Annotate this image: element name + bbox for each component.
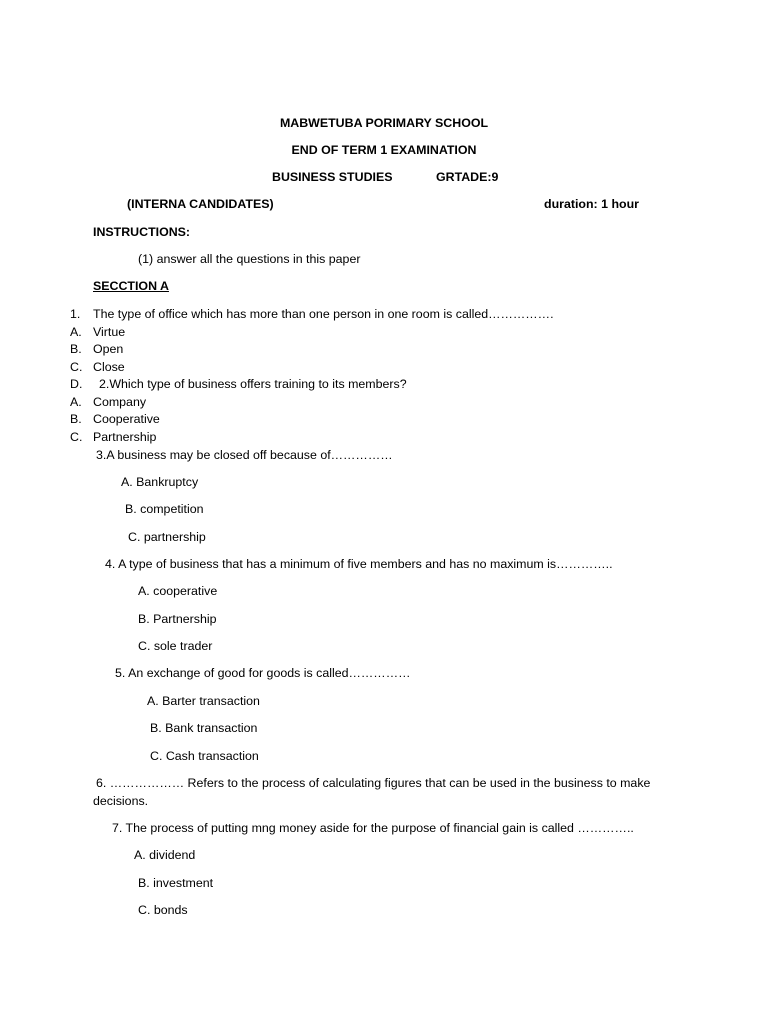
question-2-option-a-marker: A. [70, 395, 82, 409]
question-2-option-a: Company [93, 395, 147, 409]
grade-label: GRTADE:9 [436, 170, 499, 184]
duration-label: duration: 1 hour [544, 197, 639, 211]
question-2-option-b: Cooperative [93, 412, 160, 426]
question-1-option-a: Virtue [93, 325, 126, 339]
question-5-option-c: C. Cash transaction [150, 749, 259, 763]
question-2-option-c: Partnership [93, 430, 157, 444]
question-1-option-a-marker: A. [70, 325, 82, 339]
candidates-label: (INTERNA CANDIDATES) [127, 197, 274, 211]
question-1-option-c: Close [93, 360, 125, 374]
question-5-option-a: A. Barter transaction [147, 694, 260, 708]
question-5-option-b: B. Bank transaction [150, 721, 258, 735]
question-7-option-c: C. bonds [138, 903, 188, 917]
question-1-number: 1. [70, 307, 81, 321]
question-7-text: 7. The process of putting mng money aside for the purpose of financial gain is called ………….. [112, 821, 634, 835]
question-4-option-a: A. cooperative [138, 584, 218, 598]
question-2-text: 2.Which type of business offers training to its members? [99, 377, 407, 391]
question-4-option-b: B. Partnership [138, 612, 217, 626]
question-2-option-b-marker: B. [70, 412, 82, 426]
question-3-text: 3.A business may be closed off because of…………… [96, 448, 393, 462]
question-7-option-a: A. dividend [134, 848, 196, 862]
question-1-option-c-marker: C. [70, 360, 83, 374]
instructions-heading: INSTRUCTIONS: [93, 225, 191, 239]
question-3-option-c: C. partnership [128, 530, 206, 544]
question-1-option-b-marker: B. [70, 342, 82, 356]
school-name: MABWETUBA PORIMARY SCHOOL [279, 116, 489, 130]
subject-title: BUSINESS STUDIES [272, 170, 393, 184]
question-4-text: 4. A type of business that has a minimum of five members and has no maximum is………….. [105, 557, 613, 571]
question-3-option-b: B. competition [125, 502, 204, 516]
question-7-option-b: B. investment [138, 876, 214, 890]
question-1-text: The type of office which has more than one person in one room is called……………. [93, 307, 554, 321]
question-1-option-b: Open [93, 342, 124, 356]
exam-title: END OF TERM 1 EXAMINATION [291, 143, 477, 157]
question-6-text: 6. ……………… Refers to the process of calculating figures that can be used in the business to make decisions. [93, 776, 651, 808]
question-3-option-a: A. Bankruptcy [121, 475, 199, 489]
question-4-option-c: C. sole trader [138, 639, 213, 653]
instruction-item: (1) answer all the questions in this paper [138, 252, 361, 266]
section-title: SECCTION A [93, 279, 169, 293]
question-5-text: 5. An exchange of good for goods is called…………… [115, 666, 411, 680]
question-2-marker: D. [70, 377, 83, 391]
question-2-option-c-marker: C. [70, 430, 83, 444]
